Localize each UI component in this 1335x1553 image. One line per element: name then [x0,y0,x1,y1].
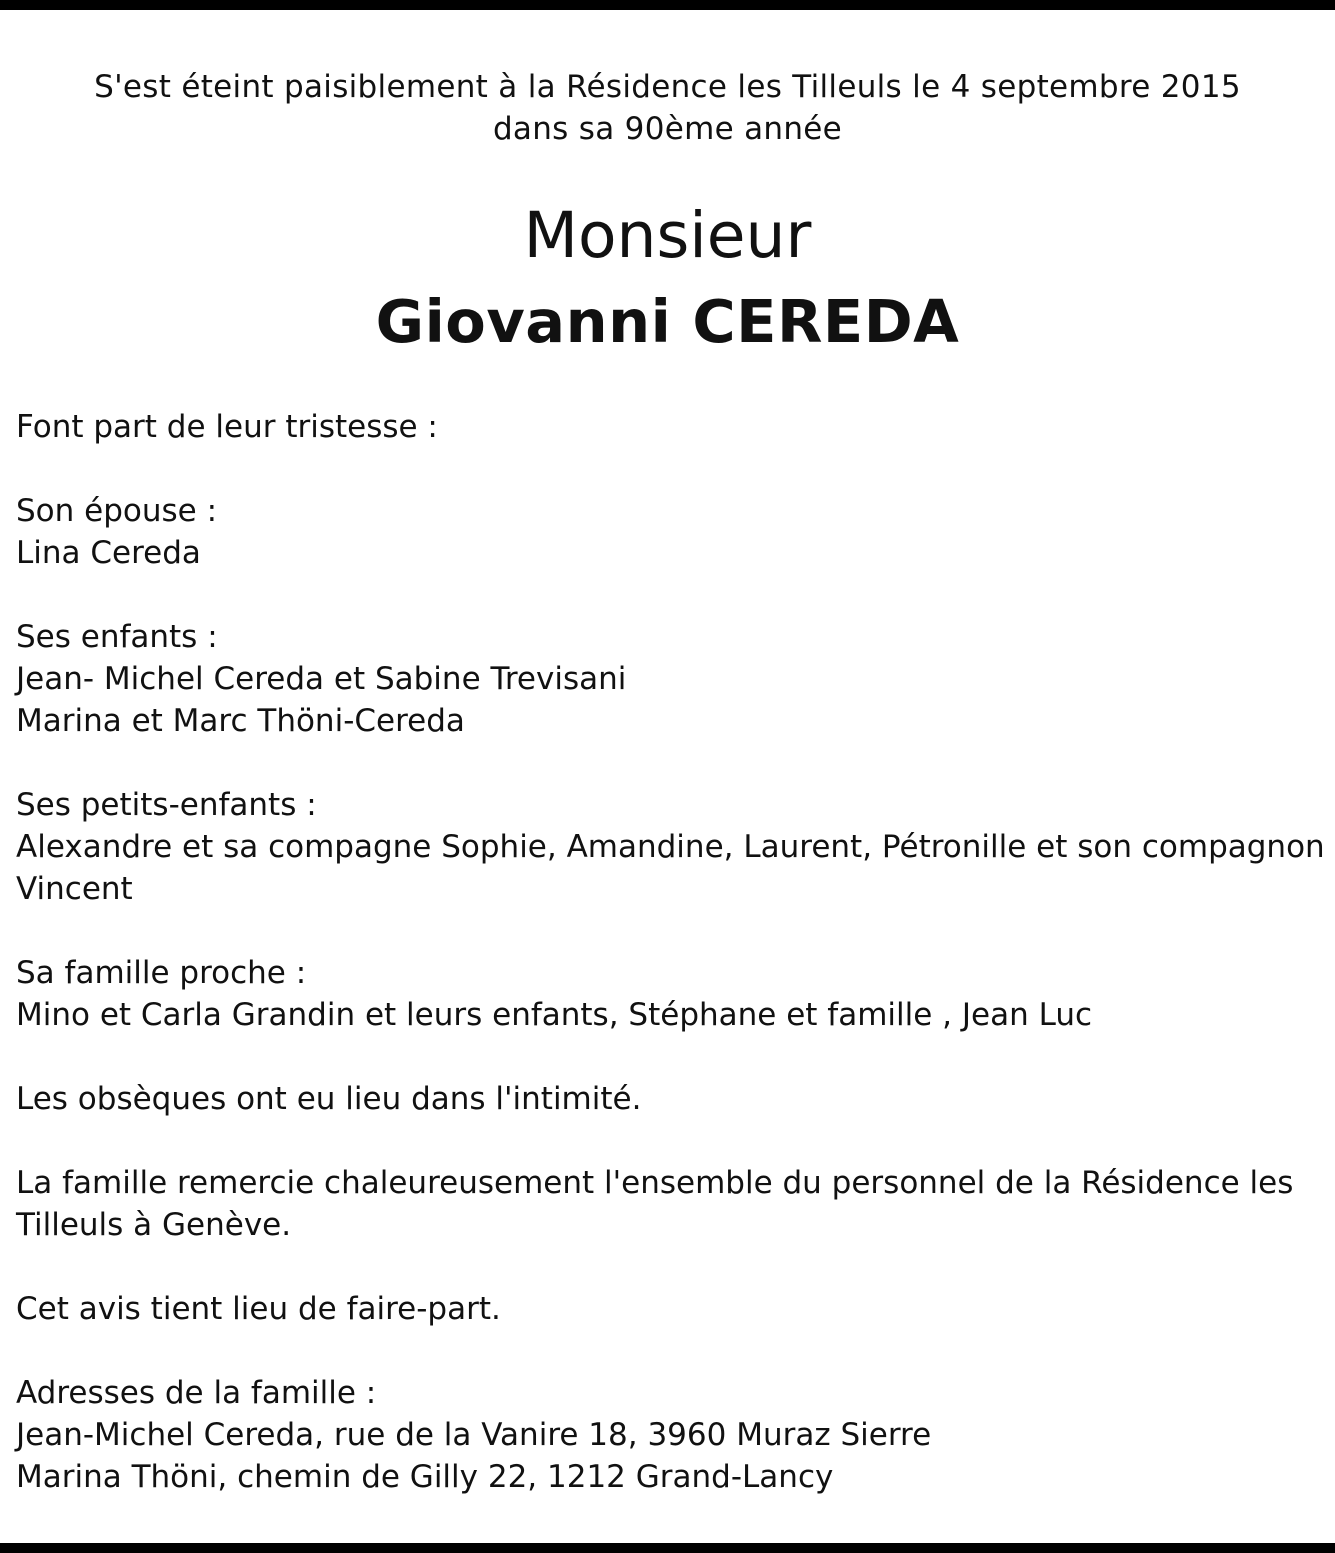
intro-line: Font part de leur tristesse : [16,409,438,445]
children-heading: Ses enfants : [16,619,218,655]
deceased-name: Giovanni CEREDA [375,287,960,356]
family-heading: Sa famille proche : [16,955,307,991]
spouse-heading: Son épouse : [16,493,218,529]
notice-body [16,406,1325,1498]
announcement-line-2: dans sa 90ème année [492,111,843,147]
grandchildren-line: Alexandre et sa compagne Sophie, Amandine, Laurent, Pétronille et son compagnon [16,829,1325,865]
honorific: Monsieur [523,199,812,272]
thanks-line: Tilleuls à Genève. [16,1207,292,1243]
address-line: Jean-Michel Cereda, rue de la Vanire 18, 3960 Muraz Sierre [16,1417,932,1453]
spacer [16,574,1321,616]
grandchildren-heading: Ses petits-enfants : [16,787,317,823]
funeral-note: Les obsèques ont eu lieu dans l'intimité. [16,1081,642,1117]
spacer [16,1330,1321,1372]
spacer [16,1120,1321,1162]
notice-statement: Cet avis tient lieu de faire-part. [16,1291,501,1327]
bottom-rule [0,1543,1335,1553]
spacer [16,1246,1321,1288]
children-line: Jean- Michel Cereda et Sabine Trevisani [16,661,627,697]
top-rule [0,0,1335,10]
spacer [16,1036,1321,1078]
announcement-line-1: S'est éteint paisiblement à la Résidence les Tilleuls le 4 septembre 2015 [94,69,1241,105]
address-line: Marina Thöni, chemin de Gilly 22, 1212 Grand-Lancy [16,1459,834,1495]
family-line: Mino et Carla Grandin et leurs enfants, Stéphane et famille , Jean Luc [16,997,1093,1033]
children-line: Marina et Marc Thöni-Cereda [16,703,465,739]
spacer [16,910,1321,952]
spacer [16,448,1321,490]
death-announcement [0,66,1335,150]
spacer [16,742,1321,784]
spouse-name: Lina Cereda [16,535,201,571]
thanks-line: La famille remercie chaleureusement l'ensemble du personnel de la Résidence les [16,1165,1294,1201]
grandchildren-line: Vincent [16,871,133,907]
addresses-heading: Adresses de la famille : [16,1375,377,1411]
